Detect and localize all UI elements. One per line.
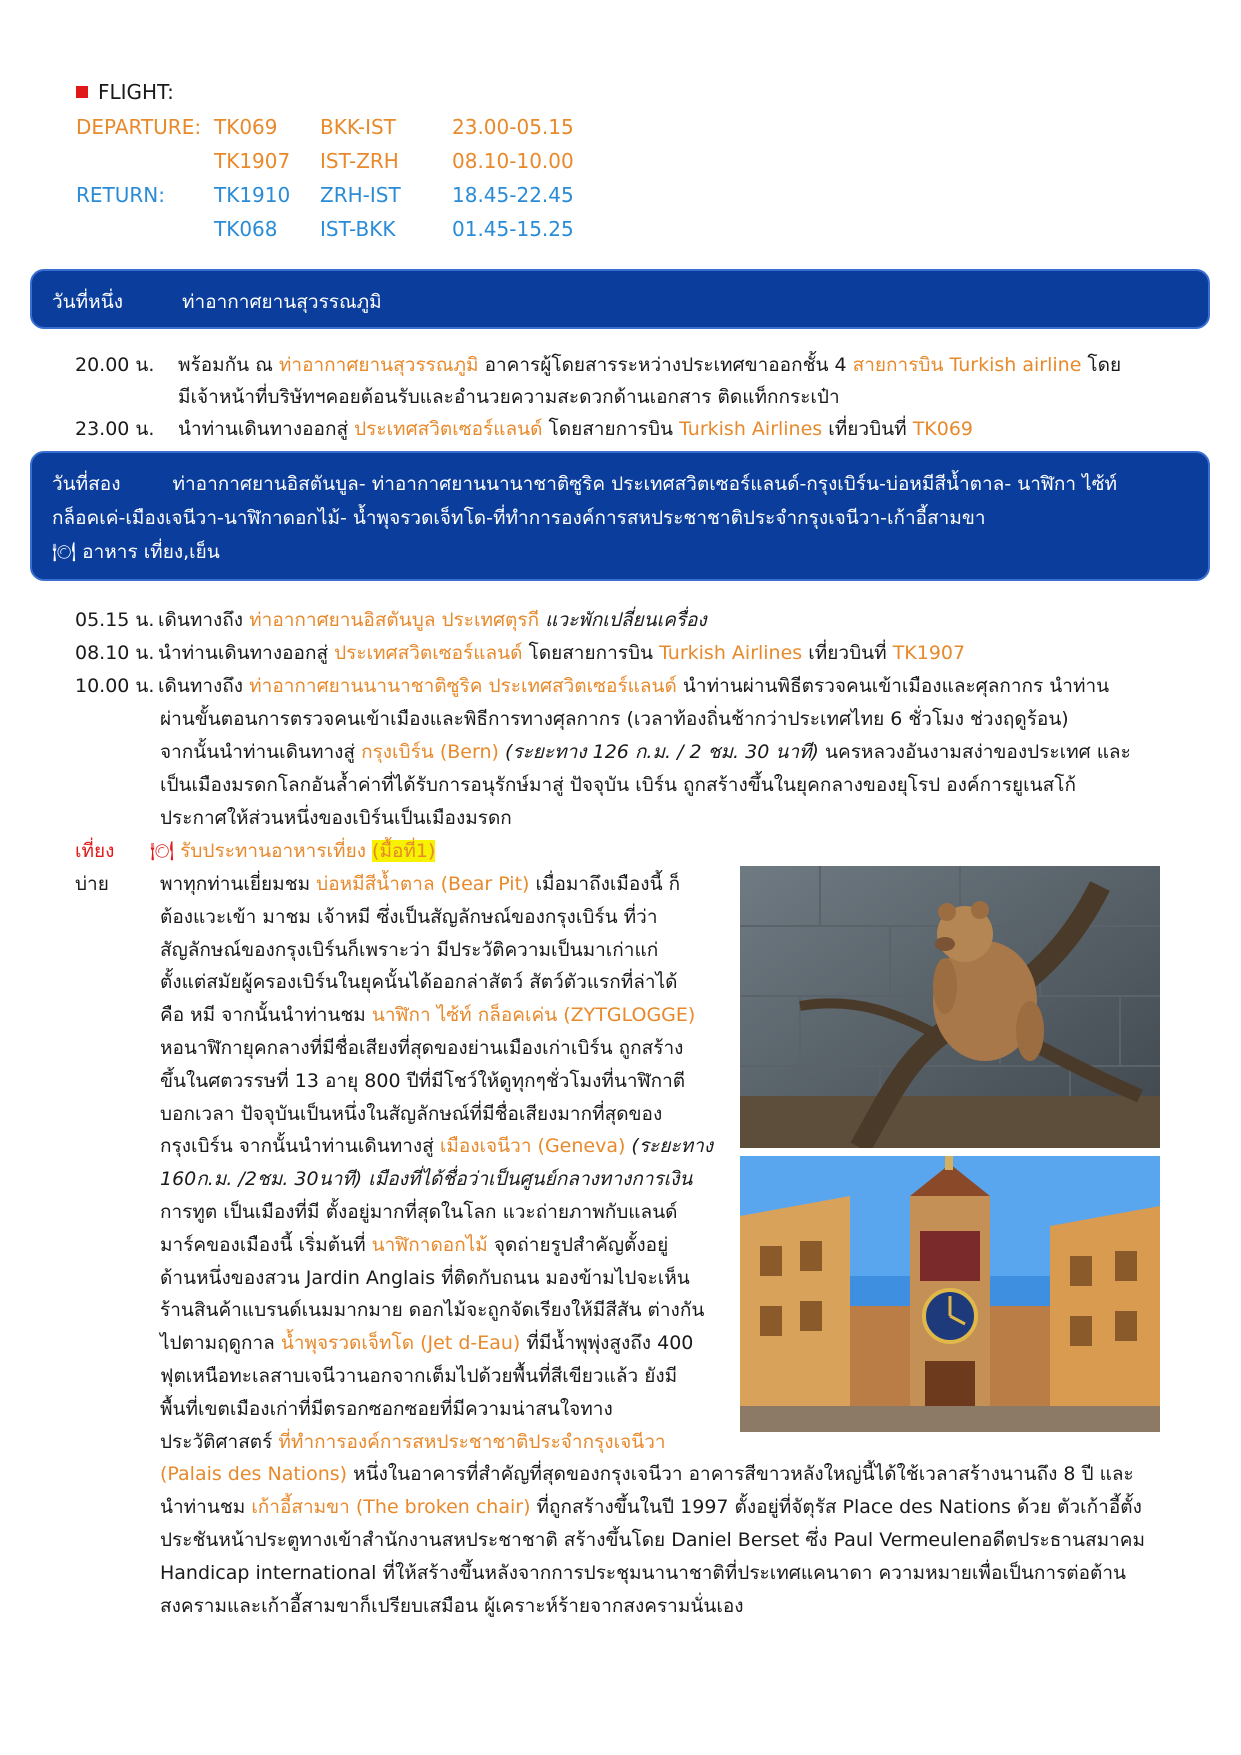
afternoon-line: ประวัติศาสตร์ ที่ทำการองค์การสหประชาชาติประจำกรุงเจนีวา	[160, 1430, 666, 1453]
afternoon-line: บอกเวลา ปัจจุบันเป็นหนึ่งในสัญลักษณ์ที่มีชื่อเสียงมากที่สุดของ	[160, 1102, 663, 1125]
meal-icon: 🍽	[52, 541, 77, 563]
time-label: 05.15 น.	[75, 609, 155, 631]
day2-title-line1: วันที่สอง ท่าอากาศยานอิสตันบูล- ท่าอากาศยานนานาชาติซูริค ประเทศสวิตเซอร์แลนด์-กรุงเบิร์น-บ่อหมีสีน้ำตาล- นาฬิกา ไซ้ท์	[52, 473, 1118, 495]
afternoon-line: กรุงเบิร์น จากนั้นนำท่านเดินทางสู่ เมืองเจนีวา (Geneva) (ระยะทาง	[160, 1135, 714, 1158]
afternoon-line: คือ หมี จากนั้นนำท่านชม นาฬิกา ไซ้ท์ กล็อคเค่น (ZYTGLOGGE)	[160, 1004, 696, 1027]
afternoon-line: ร้านสินค้าแบรนด์เนมมากมาย ดอกไม้จะถูกจัดเรียงให้มีสีสัน ต่างกัน	[160, 1299, 705, 1322]
flight-route: BKK-IST	[320, 115, 396, 139]
afternoon-line: หอนาฬิกายุคกลางที่มีชื่อเสียงที่สุดของย่านเมืองเก่าเบิร์น ถูกสร้าง	[160, 1037, 684, 1059]
afternoon-line: ฟุตเหนือทะเลสาบเจนีวานอกจากเต็มไปด้วยพื้นที่สีเขียวแล้ว ยังมี	[160, 1365, 678, 1387]
time-label: 08.10 น.	[75, 642, 155, 664]
departure-label: DEPARTURE:	[76, 115, 202, 139]
day1-header-bar	[30, 269, 1210, 329]
flight-number: TK1907	[214, 149, 291, 173]
afternoon-line: นำท่านชม เก้าอี้สามขา (The broken chair) ที่ถูกสร้างขึ้นในปี 1997 ตั้งอยู่ที่จัตุรัส Place des Nations ด้วย ตัวเก้าอี้ตั้ง	[160, 1496, 1142, 1519]
clock-tower-illustration	[740, 1156, 1160, 1432]
clock-tower-photo	[740, 1156, 1160, 1432]
afternoon-line: ประชันหน้าประตูทางเข้าสำนักงานสหประชาชาติ สร้างขึ้นโดย Daniel Berset ซึ่ง Paul Vermeulenอดีตประธานสมาคม	[160, 1529, 1146, 1551]
lunch-line: 🍽 รับประทานอาหารเที่ยง (มื้อที่1)	[150, 840, 436, 862]
time-label: 20.00 น.	[75, 354, 155, 376]
day2-item-3-line2: ผ่านขั้นตอนการตรวจคนเข้าเมืองและพิธีการทางศุลกากร (เวลาท้องถิ่นช้ากว่าประเทศไทย 6 ชั่วโมง ช่วงฤดูร้อน)	[160, 708, 1069, 730]
day2-meals: 🍽 อาหาร เที่ยง,เย็น	[52, 541, 220, 563]
day2-item-3-line3: จากนั้นนำท่านเดินทางสู่ กรุงเบิร์น (Bern) (ระยะทาง 126 ก.ม. / 2 ชม. 30 นาที) นครหลวงอันงามสง่าของประเทศ และ	[160, 741, 1131, 763]
time-label: 23.00 น.	[75, 418, 155, 440]
flight-route: ZRH-IST	[320, 183, 401, 207]
afternoon-line: ขึ้นในศตวรรษที่ 13 อายุ 800 ปีที่มีโชว์ให้ดูทุกๆชั่วโมงที่นาฬิกาตี	[160, 1069, 686, 1092]
afternoon-line: ด้านหนึ่งของสวน Jardin Anglais ที่ติดกับถนน มองข้ามไปจะเห็น	[160, 1266, 690, 1289]
afternoon-line: พาทุกท่านเยี่ยมชม บ่อหมีสีน้ำตาล (Bear Pit) เมื่อมาถึงเมืองนี้ ก็	[160, 873, 681, 895]
day2-item-1: เดินทางถึง ท่าอากาศยานอิสตันบูล ประเทศตุรกี แวะพักเปลี่ยนเครื่อง	[158, 609, 707, 631]
day2-item-3-line5: ประกาศให้ส่วนหนึ่งของเบิร์นเป็นเมืองมรดก	[160, 807, 512, 829]
flight-time: 08.10-10.00	[452, 149, 574, 173]
day1-item-1: พร้อมกัน ณ ท่าอากาศยานสุวรรณภูมิ อาคารผู้โดยสารระหว่างประเทศขาออกชั้น 4 สายการบิน Turkish airline โดย	[178, 354, 1122, 376]
time-label: 10.00 น.	[75, 675, 155, 697]
flight-number: TK069	[214, 115, 278, 139]
afternoon-line: พื้นที่เขตเมืองเก่าที่มีตรอกซอกซอยที่มีความน่าสนใจทาง	[160, 1397, 613, 1420]
bullet-square-icon	[76, 86, 88, 98]
flight-heading: FLIGHT:	[76, 80, 174, 104]
flight-number: TK068	[214, 217, 278, 241]
flight-route: IST-BKK	[320, 217, 396, 241]
afternoon-line: สงครามและเก้าอี้สามขาก็เปรียบเสมือน ผู้เคราะห์ร้ายจากสงครามนั่นเอง	[160, 1594, 744, 1617]
flight-time: 01.45-15.25	[452, 217, 574, 241]
meal-icon: 🍽	[150, 840, 175, 862]
day2-label: วันที่สอง	[52, 473, 121, 495]
afternoon-line: มาร์คของเมืองนี้ เริ่มต้นที่ นาฬิกาดอกไม้ จุดถ่ายรูปสำคัญตั้งอยู่	[160, 1233, 669, 1256]
afternoon-line: (Palais des Nations) หนึ่งในอาคารที่สำคัญที่สุดของกรุงเจนีวา อาคารสีขาวหลังใหญ่นี้ได้ใช้เวลาสร้างนานถึง 8 ปี และ	[160, 1463, 1134, 1486]
day1-title: ท่าอากาศยานสุวรรณภูมิ	[182, 291, 382, 313]
afternoon-line: ต้องแวะเข้า มาชม เจ้าหมี ซึ่งเป็นสัญลักษณ์ของกรุงเบิร์น ที่ว่า	[160, 905, 658, 928]
day1-item-1-line2: มีเจ้าหน้าที่บริษัทฯคอยต้อนรับและอำนวยความสะดวกด้านเอกสาร ติดแท็กกระเป๋า	[178, 386, 840, 408]
day2-header-bar	[30, 451, 1210, 581]
afternoon-line: 160ก.ม. /2ชม. 30นาที) เมืองที่ได้ชื่อว่าเป็นศูนย์กลางทางการเงิน	[160, 1168, 693, 1191]
flight-route: IST-ZRH	[320, 149, 399, 173]
day2-title-line2: กล็อคเค่-เมืองเจนีวา-นาฬิกาดอกไม้- น้ำพุจรวดเจ็ทโด-ที่ทำการองค์การสหประชาชาติประจำกรุงเจนีวา-เก้าอี้สามขา	[52, 507, 986, 529]
afternoon-line: Handicap international ที่ให้สร้างขึ้นหลังจากการประชุมนานาชาติที่ประเทศแคนาดา ความหมายเพื่อเป็นการต่อต้าน	[160, 1561, 1127, 1584]
day2-item-3: เดินทางถึง ท่าอากาศยานนานาชาติซูริค ประเทศสวิตเซอร์แลนด์ นำท่านผ่านพิธีตรวจคนเข้าเมืองและศุลกากร นำท่าน	[158, 675, 1110, 697]
afternoon-label: บ่าย	[75, 873, 109, 895]
afternoon-line: การทูต เป็นเมืองที่มี ตั้งอยู่มากที่สุดในโลก แวะถ่ายภาพกับแลนด์	[160, 1201, 678, 1223]
lunch-label: เที่ยง	[75, 840, 115, 862]
afternoon-line: ตั้งแต่สมัยผู้ครองเบิร์นในยุคนั้นได้ออกล่าสัตว์ สัตว์ตัวแรกที่ล่าได้	[160, 971, 678, 994]
bear-illustration	[740, 866, 1160, 1148]
flight-time: 18.45-22.45	[452, 183, 574, 207]
flight-number: TK1910	[214, 183, 291, 207]
afternoon-line: ไปตามฤดูกาล น้ำพุจรวดเจ็ทโด (Jet d-Eau) ที่มีน้ำพุพุ่งสูงถึง 400	[160, 1332, 694, 1355]
day1-label: วันที่หนึ่ง	[52, 291, 123, 313]
day1-item-2: นำท่านเดินทางออกสู่ ประเทศสวิตเซอร์แลนด์ โดยสายการบิน Turkish Airlines เที่ยวบินที่ TK069	[178, 418, 974, 440]
return-label: RETURN:	[76, 183, 165, 207]
day2-item-3-line4: เป็นเมืองมรดกโลกอันล้ำค่าที่ได้รับการอนุรักษ์มาสู่ ปัจจุบัน เบิร์น ถูกสร้างขึ้นในยุคกลางของยุโรป องค์การยูเนสโก้	[160, 774, 1076, 796]
flight-time: 23.00-05.15	[452, 115, 574, 139]
bear-photo	[740, 866, 1160, 1148]
meal-count-highlight: (มื้อที่1)	[372, 840, 436, 862]
afternoon-line: สัญลักษณ์ของกรุงเบิร์นก็เพราะว่า มีประวัติความเป็นมาเก่าแก่	[160, 938, 659, 961]
day2-item-2: นำท่านเดินทางออกสู่ ประเทศสวิตเซอร์แลนด์ โดยสายการบิน Turkish Airlines เที่ยวบินที่ TK1907	[158, 642, 966, 664]
